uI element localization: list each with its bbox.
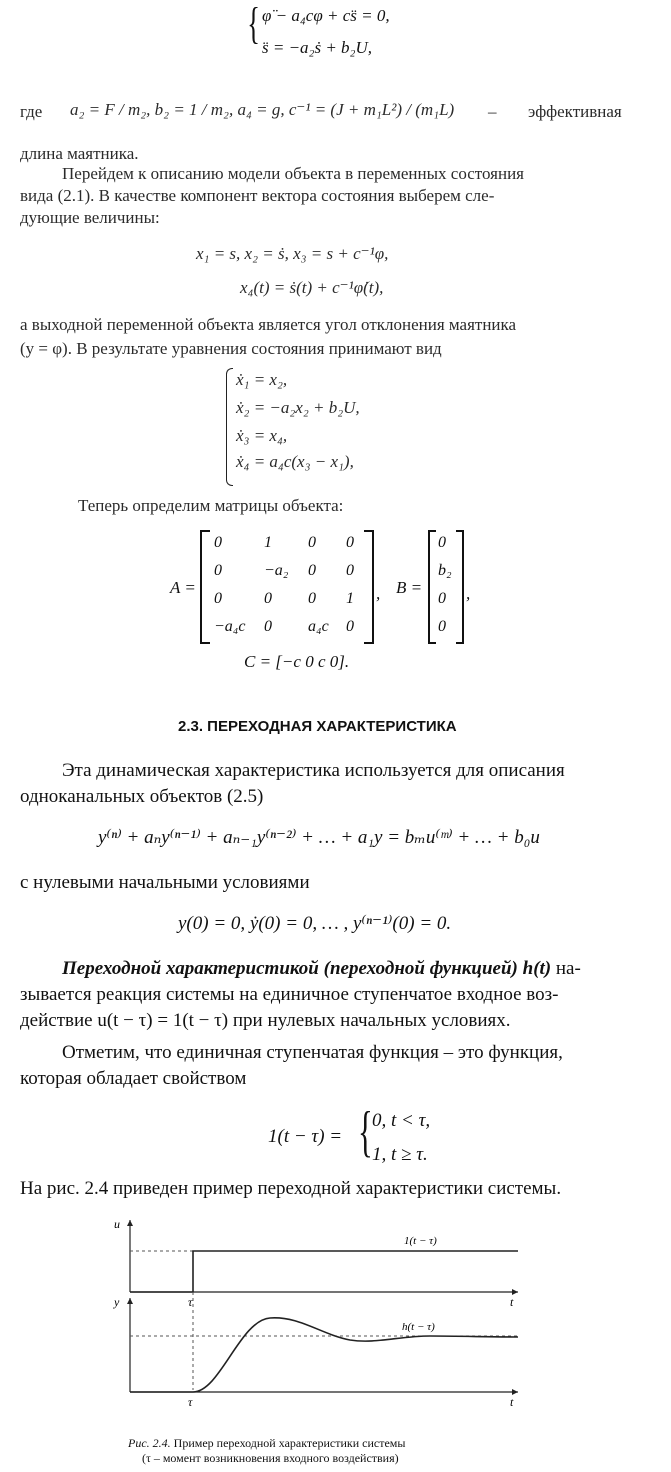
top-step-curve xyxy=(130,1251,518,1292)
where-definitions: a₂ = F / m₂, b₂ = 1 / m₂, a₄ = g, c⁻¹ = (J + m₁L²) / (m₁L) xyxy=(70,100,455,119)
matrix-a-cell: 0 xyxy=(214,534,222,551)
where-effective: эффективная xyxy=(528,102,622,121)
para1-line2: вида (2.1). В качестве компонент вектора состояния выберем сле- xyxy=(20,186,495,205)
matrix-b-label: B = xyxy=(396,578,423,597)
matrix-a-cell: 0 xyxy=(308,534,316,551)
bottom-response-curve xyxy=(130,1318,518,1392)
matrix-a-comma: , xyxy=(376,584,381,603)
step-function-lhs: 1(t − τ) = xyxy=(268,1126,343,1147)
para3-line1: Эта динамическая характеристика используется для описания xyxy=(62,760,565,781)
matrix-a-cell: 1 xyxy=(346,590,354,607)
para5-line1: Отметим, что единичная ступенчатая функция – это функция, xyxy=(62,1042,563,1063)
bottom-tau-label: τ xyxy=(188,1395,193,1409)
matrix-a-cell: 0 xyxy=(264,618,272,635)
matrix-a-cell: 0 xyxy=(214,590,222,607)
bottom-curve-label: h(t − τ) xyxy=(402,1321,435,1333)
where-dash: – xyxy=(488,102,497,121)
state-vars-line2: x₄(t) = ṡ(t) + c⁻¹φ̇(t), xyxy=(240,278,384,297)
matrix-a-cell: 0 xyxy=(346,562,354,579)
bottom-t-label: t xyxy=(510,1395,514,1409)
definition-line1 xyxy=(62,958,581,980)
step-function-brace: { xyxy=(358,1101,373,1163)
matrix-a-cell: 0 xyxy=(308,590,316,607)
section-heading: 2.3. ПЕРЕХОДНАЯ ХАРАКТЕРИСТИКА xyxy=(178,718,457,735)
matrices-intro: Теперь определим матрицы объекта: xyxy=(78,496,344,515)
system1-line2: s̈ = −a₂ṡ + b₂U, xyxy=(262,38,372,57)
matrix-a-cell: 0 xyxy=(346,534,354,551)
para1-line3: дующие величины: xyxy=(20,208,160,227)
figure-caption-line1 xyxy=(128,1436,405,1451)
matrix-a-cell: 0 xyxy=(308,562,316,579)
matrix-a-cell: 0 xyxy=(214,562,222,579)
matrix-c: C = [−c 0 c 0]. xyxy=(244,652,350,671)
system2-line4: ẋ₄ = a₄c(x₃ − x₁), xyxy=(236,452,354,471)
definition-line2: зывается реакция системы на единичное ступенчатое входное воз- xyxy=(20,984,559,1005)
top-y-arrow xyxy=(127,1220,133,1226)
main-equation: y⁽ⁿ⁾ + aₙy⁽ⁿ⁻¹⁾ + aₙ₋₁y⁽ⁿ⁻²⁾ + … + a₁y = bₘu⁽ᵐ⁾ + … + b₀u xyxy=(98,827,540,848)
figure-caption-number: Рис. 2.4. xyxy=(128,1436,171,1450)
figure-step-response xyxy=(100,1210,540,1440)
para4: с нулевыми начальными условиями xyxy=(20,872,310,893)
para1-line1: Перейдем к описанию модели объекта в переменных состояния xyxy=(62,164,525,183)
matrix-b-comma: , xyxy=(466,584,471,603)
step-function-case1: 0, t < τ, xyxy=(372,1110,431,1131)
matrix-a-cell: 0 xyxy=(264,590,272,607)
matrix-b-cell: 0 xyxy=(438,618,446,635)
where-prefix: где xyxy=(20,102,43,121)
matrix-a-left-bracket xyxy=(200,530,210,644)
matrix-a-cell: −a₄c xyxy=(214,618,246,635)
definition-term: Переходной характеристикой (переходной функцией) h(t) xyxy=(62,958,552,979)
system1-line1: φ̈ − a₄cφ + cs̈ = 0, xyxy=(262,6,390,25)
initial-conditions: y(0) = 0, ẏ(0) = 0, … , y⁽ⁿ⁻¹⁾(0) = 0. xyxy=(178,913,452,934)
matrix-a-right-bracket xyxy=(364,530,374,644)
state-vars-line1: x₁ = s, x₂ = ṡ, x₃ = s + c⁻¹φ, xyxy=(196,244,389,263)
top-t-label: t xyxy=(510,1295,514,1309)
para2-line2: (y = φ). В результате уравнения состояния принимают вид xyxy=(20,339,442,358)
para2-line1: а выходной переменной объекта является угол отклонения маятника xyxy=(20,315,517,334)
para5-line2: которая обладает свойством xyxy=(20,1068,247,1089)
matrix-b-right-bracket xyxy=(456,530,464,644)
matrix-a-cell: a₄c xyxy=(308,618,329,635)
para6: На рис. 2.4 приведен пример переходной характеристики системы. xyxy=(20,1178,562,1199)
para3-line2: одноканальных объектов (2.5) xyxy=(20,786,264,807)
definition-line1-rest: на- xyxy=(551,958,581,979)
matrix-b-cell: 0 xyxy=(438,590,446,607)
system2-brace xyxy=(226,368,233,486)
figure-caption-line2: (τ – момент возникновения входного воздействия) xyxy=(142,1451,399,1465)
system2-line2: ẋ₂ = −a₂x₂ + b₂U, xyxy=(236,398,360,417)
bottom-y-arrow xyxy=(127,1298,133,1304)
matrix-b-cell: b₂ xyxy=(438,562,452,579)
system2-line3: ẋ₃ = x₄, xyxy=(236,426,288,445)
figure-caption-title: Пример переходной характеристики системы xyxy=(170,1436,406,1450)
matrix-a-label: A = xyxy=(170,578,196,597)
step-function-case2: 1, t ≥ τ. xyxy=(372,1144,428,1165)
matrix-b-cell: 0 xyxy=(438,534,446,551)
matrix-b-left-bracket xyxy=(428,530,436,644)
system2-line1: ẋ₁ = x₂, xyxy=(236,370,288,389)
definition-line3: действие u(t − τ) = 1(t − τ) при нулевых начальных условиях. xyxy=(20,1010,511,1031)
where-line2: длина маятника. xyxy=(20,144,139,163)
top-axis-label: u xyxy=(114,1217,120,1231)
top-tau-label: τ xyxy=(188,1295,193,1309)
system1-brace: { xyxy=(247,0,260,48)
matrix-a-cell: −a₂ xyxy=(264,562,289,579)
matrix-a-cell: 1 xyxy=(264,534,272,551)
bottom-axis-label: y xyxy=(114,1295,120,1309)
matrix-a-cell: 0 xyxy=(346,618,354,635)
top-curve-label: 1(t − τ) xyxy=(404,1235,437,1247)
